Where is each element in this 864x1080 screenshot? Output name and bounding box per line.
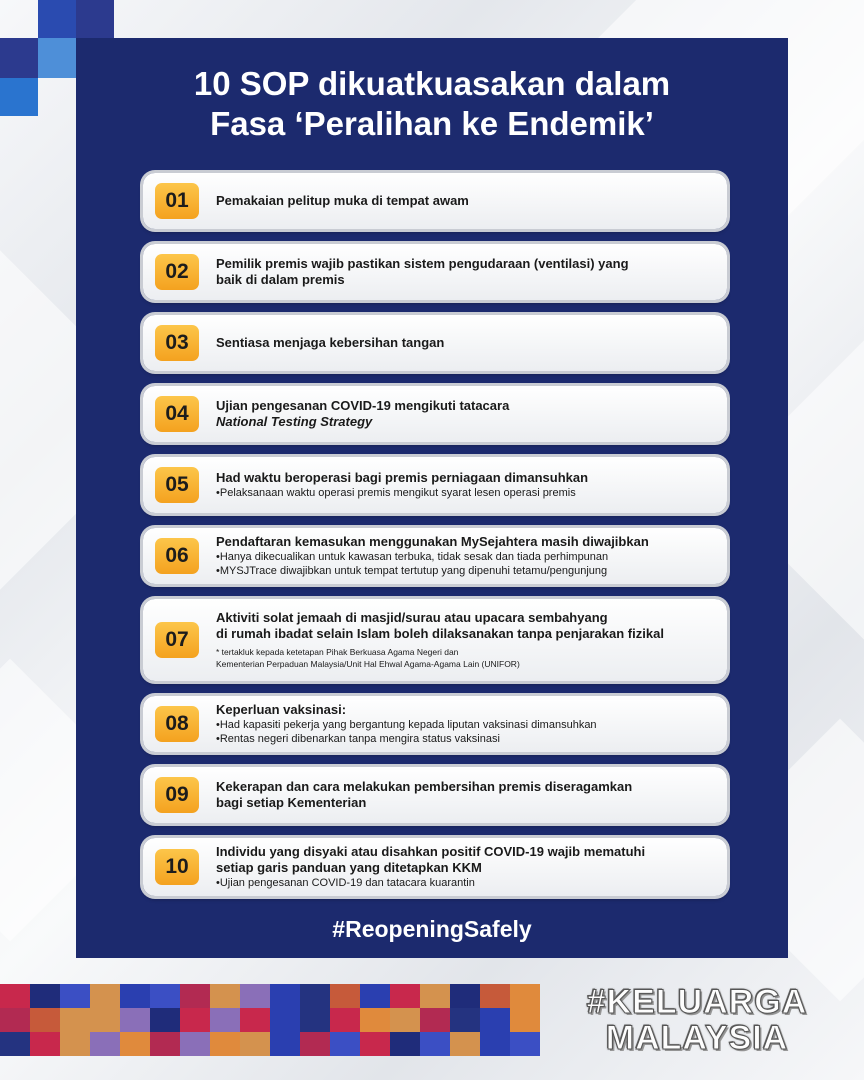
sop-item-05 (143, 457, 727, 513)
item-text (216, 779, 713, 811)
mosaic-tile (60, 984, 90, 1008)
mosaic-tile (60, 1032, 90, 1056)
logo-line-2: MALAYSIA (605, 1019, 789, 1057)
keluarga-malaysia-logo (566, 984, 828, 1060)
mosaic-tile (360, 984, 390, 1008)
mosaic-tile (120, 1008, 150, 1032)
item-main-text: Pendaftaran kemasukan menggunakan MySejahtera masih diwajibkan (216, 534, 649, 549)
item-text (216, 193, 713, 209)
mosaic-tile (120, 1032, 150, 1056)
item-bullet: • Hanya dikecualikan untuk kawasan terbuka, tidak sesak dan tiada perhimpunan (216, 550, 713, 564)
item-bullet: • Pelaksanaan waktu operasi premis mengikut syarat lesen operasi premis (216, 486, 713, 500)
mosaic-tile (0, 1008, 30, 1032)
item-main-text: Aktiviti solat jemaah di masjid/surau atau upacara sembahyang (216, 610, 608, 625)
mosaic-tile (330, 984, 360, 1008)
hashtag: #ReopeningSafely (332, 916, 532, 942)
mosaic-tile (150, 984, 180, 1008)
item-number-badge: 08 (155, 706, 199, 742)
item-main-text-cont: setiap garis panduan yang ditetapkan KKM (216, 860, 482, 875)
item-main-text: Pemilik premis wajib pastikan sistem pengudaraan (ventilasi) yang (216, 256, 629, 271)
title-line-2: Fasa ‘Peralihan ke Endemik’ (210, 105, 654, 142)
sop-item-04 (143, 386, 727, 442)
mosaic-tile (210, 1008, 240, 1032)
mosaic-tile (450, 1008, 480, 1032)
item-number-badge: 02 (155, 254, 199, 290)
sop-item-03 (143, 315, 727, 371)
item-main-text-cont: baik di dalam premis (216, 272, 345, 287)
mosaic-tile (390, 1008, 420, 1032)
item-text (216, 398, 713, 430)
sop-item-02 (143, 244, 727, 300)
item-number-badge: 05 (155, 467, 199, 503)
corner-square (0, 38, 38, 78)
mosaic-tile (0, 984, 30, 1008)
mosaic-tile (270, 1032, 300, 1056)
page-title (76, 64, 788, 144)
mosaic-tile (480, 1032, 510, 1056)
item-number-badge: 09 (155, 777, 199, 813)
item-text (216, 335, 713, 351)
item-text (216, 702, 713, 746)
corner-square (76, 0, 114, 38)
mosaic-tile (30, 984, 60, 1008)
sop-item-01 (143, 173, 727, 229)
item-main-text: Ujian pengesanan COVID-19 mengikuti tatacara (216, 398, 510, 413)
item-bullet: • MYSJTrace diwajibkan untuk tempat tertutup yang dipenuhi tetamu/pengunjung (216, 564, 713, 578)
mosaic-tile (480, 984, 510, 1008)
mosaic-tile (210, 984, 240, 1008)
mosaic-tile (420, 1032, 450, 1056)
item-main-text-cont: bagi setiap Kementerian (216, 795, 367, 810)
item-main-text: Individu yang disyaki atau disahkan positif COVID-19 wajib mematuhi (216, 844, 646, 859)
item-main-text: Pemakaian pelitup muka di tempat awam (216, 193, 469, 208)
mosaic-tile (240, 984, 270, 1008)
mosaic-tile (420, 984, 450, 1008)
mosaic-tile (390, 1032, 420, 1056)
mosaic-tile (510, 984, 540, 1008)
item-text (216, 470, 713, 500)
mosaic-tile (390, 984, 420, 1008)
sop-item-06 (143, 528, 727, 584)
mosaic-tile (480, 1008, 510, 1032)
item-footnote: * tertakluk kepada ketetapan Pihak Berkuasa Agama Negeri dan (216, 647, 459, 657)
item-main-text: Had waktu beroperasi bagi premis perniagaan dimansuhkan (216, 470, 589, 485)
item-bullet: • Rentas negeri dibenarkan tanpa mengira status vaksinasi (216, 732, 713, 746)
item-main-text: Sentiasa menjaga kebersihan tangan (216, 335, 445, 350)
item-number-badge: 04 (155, 396, 199, 432)
mosaic-tile (180, 984, 210, 1008)
sop-item-08 (143, 696, 727, 752)
mosaic-tile (360, 1008, 390, 1032)
mosaic-tile (510, 1032, 540, 1056)
item-text (216, 610, 713, 670)
mosaic-tile (120, 984, 150, 1008)
mosaic-tile (450, 984, 480, 1008)
mosaic-tile (90, 984, 120, 1008)
logo-line-1: #KELUARGA (586, 983, 808, 1021)
mosaic-tile (60, 1008, 90, 1032)
mosaic-tile (330, 1032, 360, 1056)
item-number-badge: 01 (155, 183, 199, 219)
color-mosaic (0, 984, 538, 1056)
mosaic-tile (450, 1032, 480, 1056)
mosaic-tile (30, 1008, 60, 1032)
item-italic-text: National Testing Strategy (216, 414, 373, 429)
item-main-text: Kekerapan dan cara melakukan pembersihan premis diseragamkan (216, 779, 633, 794)
mosaic-tile (360, 1032, 390, 1056)
mosaic-tile (270, 1008, 300, 1032)
item-number-badge: 06 (155, 538, 199, 574)
mosaic-tile (90, 1032, 120, 1056)
mosaic-tile (330, 1008, 360, 1032)
mosaic-tile (510, 1008, 540, 1032)
item-number-badge: 03 (155, 325, 199, 361)
corner-square (38, 38, 76, 78)
item-main-text: Keperluan vaksinasi: (216, 702, 347, 717)
sop-item-07 (143, 599, 727, 681)
sop-item-09 (143, 767, 727, 823)
corner-square (0, 78, 38, 116)
mosaic-tile (90, 1008, 120, 1032)
sop-item-10 (143, 838, 727, 896)
mosaic-tile (240, 1032, 270, 1056)
mosaic-tile (420, 1008, 450, 1032)
item-number-badge: 07 (155, 622, 199, 658)
mosaic-tile (180, 1008, 210, 1032)
item-footnote: Kementerian Perpaduan Malaysia/Unit Hal Ehwal Agama-Agama Lain (UNIFOR) (216, 659, 520, 669)
mosaic-tile (300, 1032, 330, 1056)
item-main-text-cont: di rumah ibadat selain Islam boleh dilaksanakan tanpa penjarakan fizikal (216, 626, 664, 641)
corner-square (38, 0, 76, 38)
mosaic-tile (30, 1032, 60, 1056)
item-text (216, 256, 713, 288)
mosaic-tile (150, 1008, 180, 1032)
title-line-1: 10 SOP dikuatkuasakan dalam (193, 65, 671, 102)
item-number-badge: 10 (155, 849, 199, 885)
item-bullet: • Ujian pengesanan COVID-19 dan tatacara kuarantin (216, 876, 713, 890)
mosaic-tile (210, 1032, 240, 1056)
item-text (216, 844, 713, 890)
mosaic-tile (240, 1008, 270, 1032)
mosaic-tile (150, 1032, 180, 1056)
item-text (216, 534, 713, 578)
mosaic-tile (270, 984, 300, 1008)
mosaic-tile (180, 1032, 210, 1056)
mosaic-tile (300, 984, 330, 1008)
item-bullet: • Had kapasiti pekerja yang bergantung kepada liputan vaksinasi dimansuhkan (216, 718, 713, 732)
mosaic-tile (0, 1032, 30, 1056)
mosaic-tile (300, 1008, 330, 1032)
